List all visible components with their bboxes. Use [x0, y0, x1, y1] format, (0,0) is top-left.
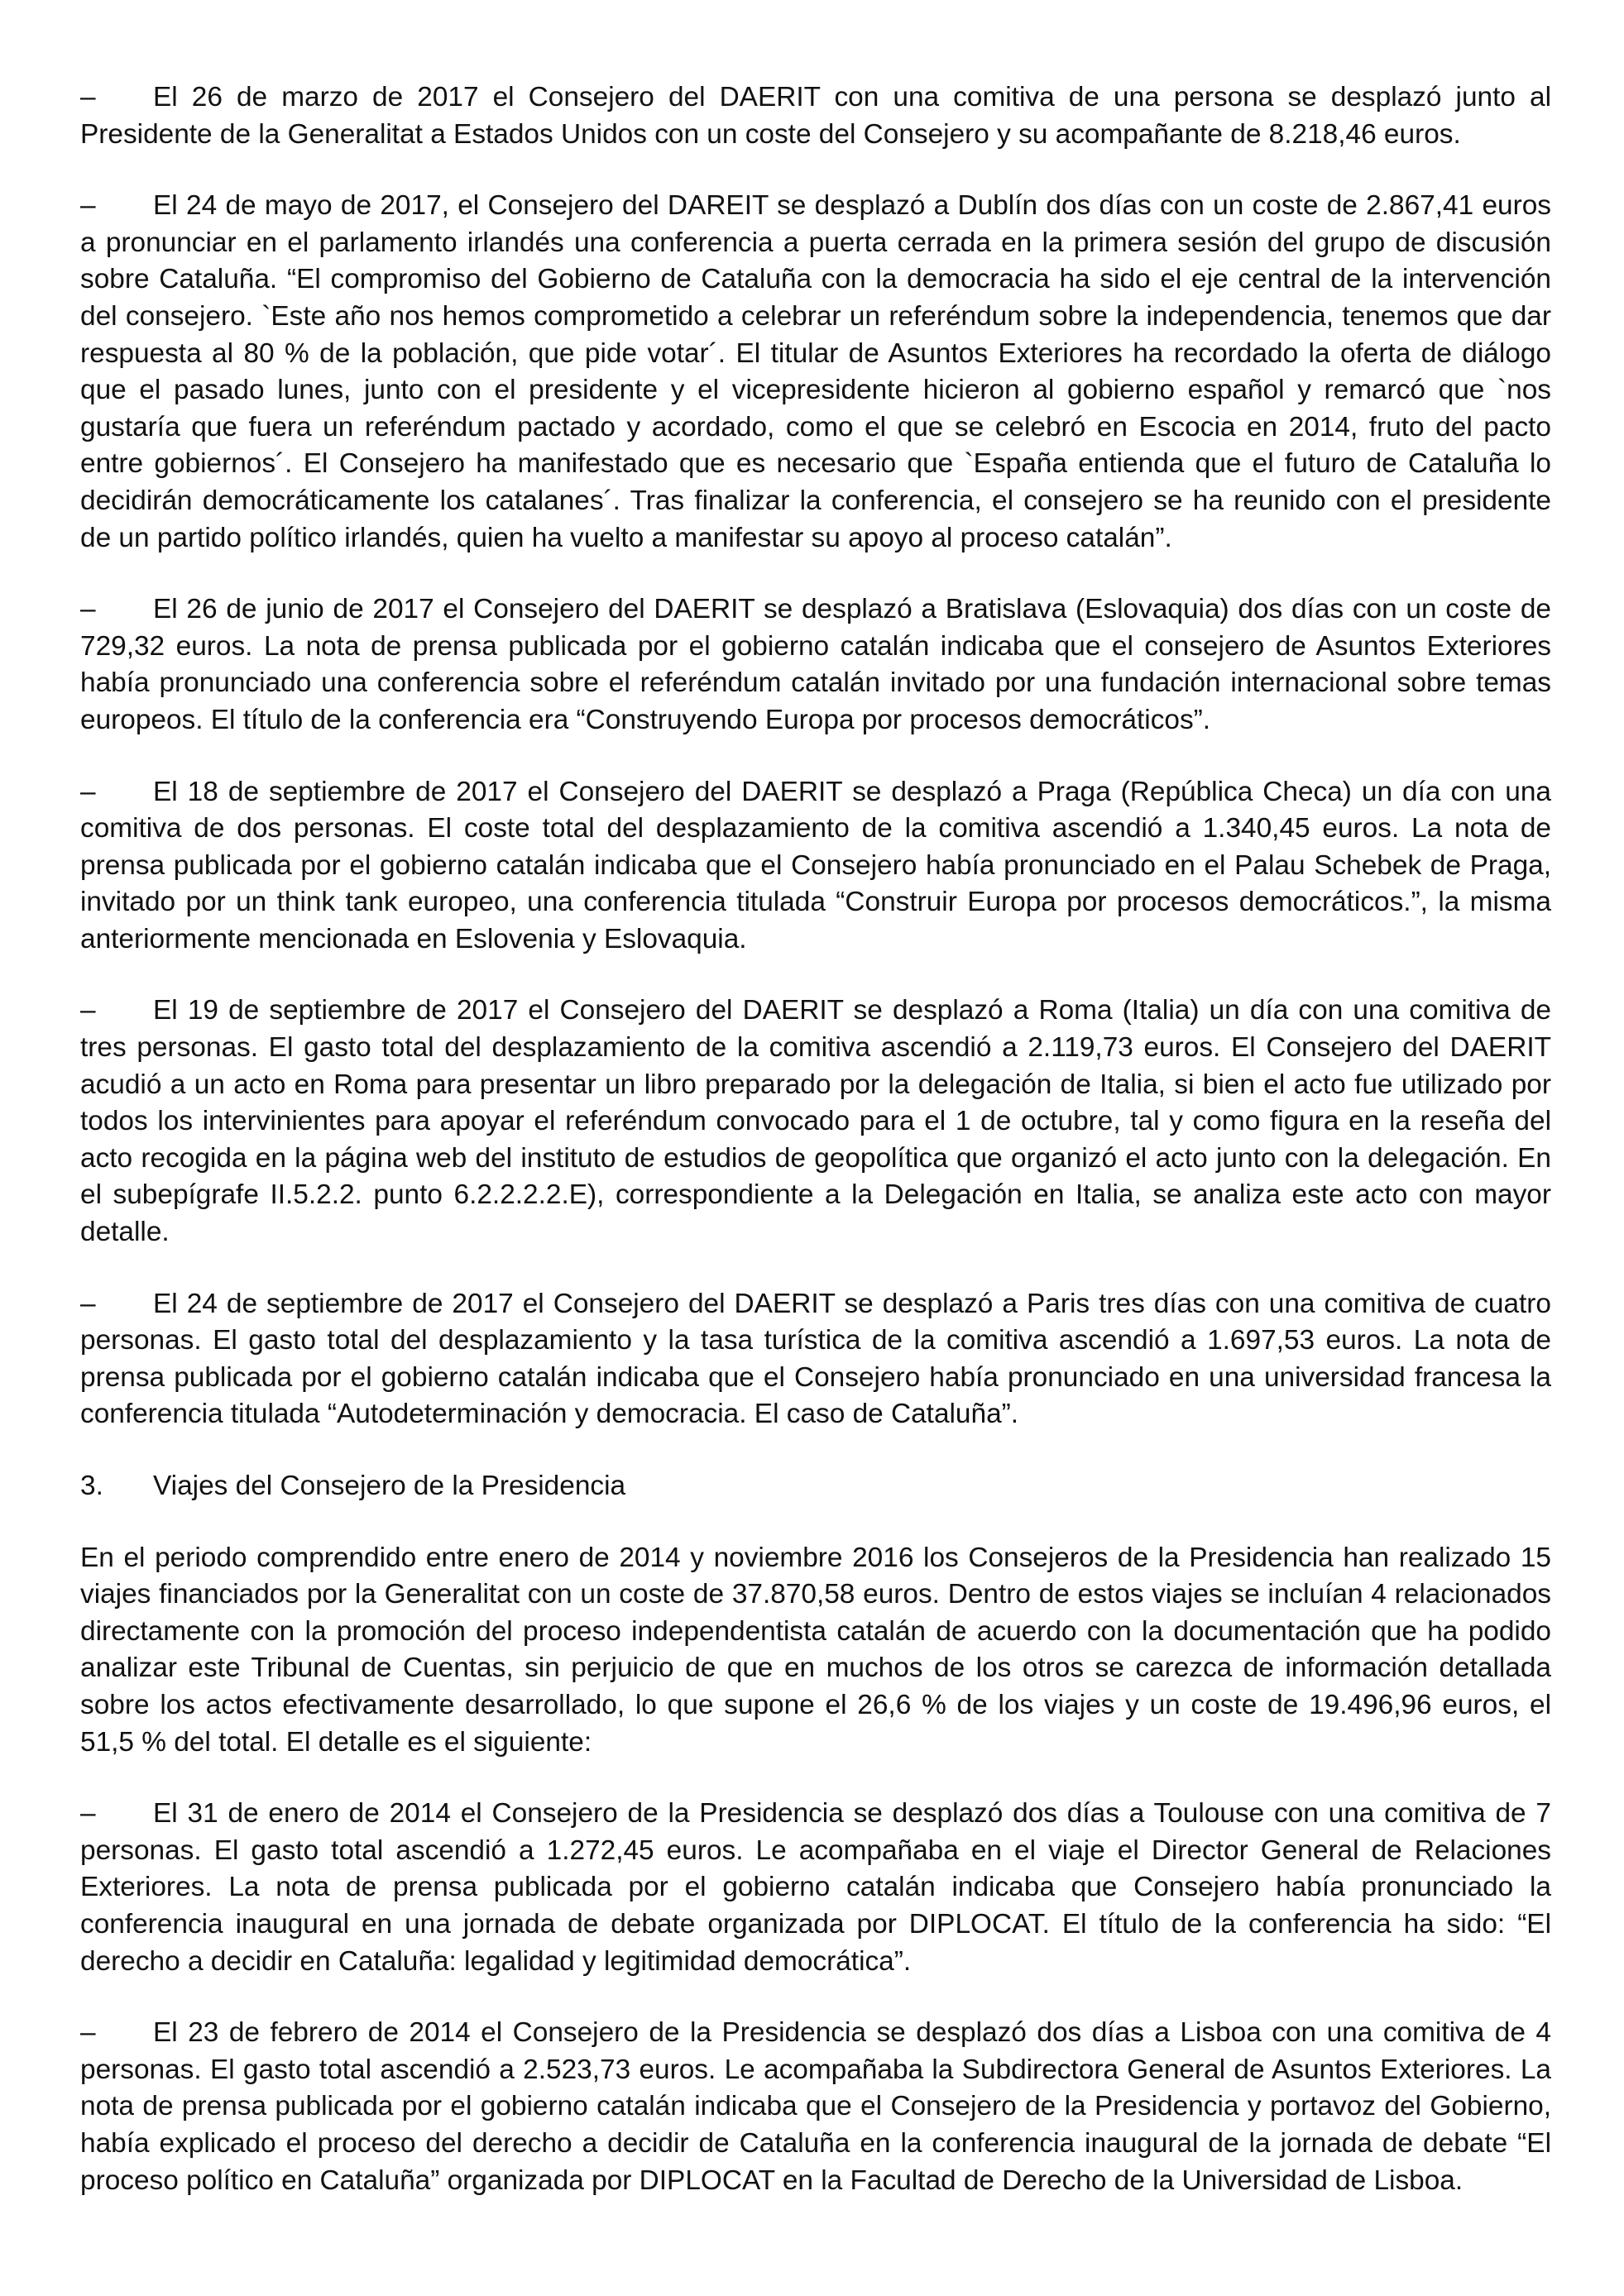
bullet-paragraph: [80, 188, 1551, 557]
dash-marker: –: [80, 82, 96, 112]
bullet-paragraph: [80, 774, 1551, 959]
section-heading: [80, 1468, 1551, 1505]
dash-marker: –: [80, 776, 96, 807]
bullet-paragraph: [80, 1286, 1551, 1433]
dash-marker: –: [80, 594, 96, 625]
dash-marker: –: [80, 190, 96, 222]
paragraph-text: El 24 de mayo de 2017, el Consejero del DAREIT se desplazó a Dublín dos días con un coste de 2.867,41 euros a pronunciar en el parlamento irlandés una conferencia a puerta cerrada en la primera sesión del grupo de discusión sobre Cataluña. “El compromiso del Gobierno de Cataluña con la democracia ha sido el eje central de la intervención del consejero. `Este año nos hemos comprometido a celebrar un referéndum sobre la independencia, tenemos que dar respuesta al 80 % de la población, que pide votar´. El titular de Asuntos Exteriores ha recordado la oferta de diálogo que el pasado lunes, junto con el presidente y el vicepresidente hicieron al gobierno español y remarcó que `nos gustaría que fuera un referéndum pactado y acordado, como el que se celebró en Escocia en 2014, fruto del pacto entre gobiernos´. El Consejero ha manifestado que es necesario que `España entienda que el futuro de Cataluña lo decidirán democráticamente los catalanes´. Tras finalizar la conferencia, el consejero se ha reunido con el presidente de un partido político irlandés, quien ha vuelto a manifestar su apoyo al proceso catalán”.: [80, 190, 1551, 553]
paragraph-text: El 19 de septiembre de 2017 el Consejero del DAERIT se desplazó a Roma (Italia) un día con una comitiva de tres personas. El gasto total del desplazamiento de la comitiva ascendió a 2.119,73 euros. El Consejero del DAERIT acudió a un acto en Roma para presentar un libro preparado por la delegación de Italia, si bien el acto fue utilizado por todos los intervinientes para apoyar el referéndum convocado para el 1 de octubre, tal y como figura en la reseña del acto recogida en la página web del instituto de estudios de geopolítica que organizó el acto junto con la delegación. En el subepígrafe II.5.2.2. punto 6.2.2.2.2.E), correspondiente a la Delegación en Italia, se analiza este acto con mayor detalle.: [80, 995, 1551, 1248]
paragraph-text: El 23 de febrero de 2014 el Consejero de la Presidencia se desplazó dos días a Lisboa con una comitiva de 4 personas. El gasto total ascendió a 2.523,73 euros. Le acompañaba la Subdirectora General de Asuntos Exteriores. La nota de prensa publicada por el gobierno catalán indicaba que el Consejero de la Presidencia y portavoz del Gobierno, había explicado el proceso del derecho a decidir de Cataluña en la conferencia inaugural de la jornada de debate “El proceso político en Cataluña” organizada por DIPLOCAT en la Facultad de Derecho de la Universidad de Lisboa.: [80, 2017, 1551, 2196]
dash-marker: –: [80, 2017, 96, 2049]
document-page: [80, 79, 1551, 2234]
dash-marker: –: [80, 1798, 96, 1830]
paragraph-text: El 18 de septiembre de 2017 el Consejero del DAERIT se desplazó a Praga (República Checa) un día con una comitiva de dos personas. El coste total del desplazamiento de la comitiva ascendió a 1.340,45 euros. La nota de prensa publicada por el gobierno catalán indicaba que el Consejero había pronunciado en el Palau Schebek de Praga, invitado por un think tank europeo, una conferencia titulada “Construir Europa por procesos democráticos.”, la misma anteriormente mencionada en Eslovenia y Eslovaquia.: [80, 776, 1551, 954]
dash-marker: –: [80, 995, 96, 1026]
section-number: 3.: [80, 1471, 103, 1501]
bullet-paragraph: [80, 79, 1551, 153]
intro-paragraph: En el periodo comprendido entre enero de 2014 y noviembre 2016 los Consejeros de la Presidencia han realizado 15 viajes financiados por la Generalitat con un coste de 37.870,58 euros. Dentro de estos viajes se incluían 4 relacionados directamente con la promoción del proceso independentista catalán de acuerdo con la documentación que ha podido analizar este Tribunal de Cuentas, sin perjuicio de que en muchos de los otros se carezca de información detallada sobre los actos efectivamente desarrollado, lo que supone el 26,6 % de los viajes y un coste de 19.496,96 euros, el 51,5 % del total. El detalle es el siguiente:: [80, 1542, 1551, 1758]
bullet-paragraph: [80, 591, 1551, 739]
paragraph-text: El 24 de septiembre de 2017 el Consejero del DAERIT se desplazó a Paris tres días con una comitiva de cuatro personas. El gasto total del desplazamiento y la tasa turística de la comitiva ascendió a 1.697,53 euros. La nota de prensa publicada por el gobierno catalán indicaba que el Consejero había pronunciado en una universidad francesa la conferencia titulada “Autodeterminación y democracia. El caso de Cataluña”.: [80, 1288, 1551, 1430]
bullet-paragraph: [80, 993, 1551, 1251]
paragraph-text: El 26 de marzo de 2017 el Consejero del DAERIT con una comitiva de una persona se desplazó junto al Presidente de la Generalitat a Estados Unidos con un coste del Consejero y su acompañante de 8.218,46 euros.: [80, 82, 1551, 150]
bullet-paragraph: [80, 2015, 1551, 2199]
paragraph-text: El 26 de junio de 2017 el Consejero del DAERIT se desplazó a Bratislava (Eslovaquia) dos días con un coste de 729,32 euros. La nota de prensa publicada por el gobierno catalán indicaba que el consejero de Asuntos Exteriores había pronunciado una conferencia sobre el referéndum catalán invitado por una fundación internacional sobre temas europeos. El título de la conferencia era “Construyendo Europa por procesos democráticos”.: [80, 594, 1551, 735]
dash-marker: –: [80, 1288, 96, 1319]
bullet-paragraph: [80, 1796, 1551, 1980]
paragraph-text: El 31 de enero de 2014 el Consejero de la Presidencia se desplazó dos días a Toulouse con una comitiva de 7 personas. El gasto total ascendió a 1.272,45 euros. Le acompañaba en el viaje el Director General de Relaciones Exteriores. La nota de prensa publicada por el gobierno catalán indicaba que Consejero había pronunciado la conferencia inaugural en una jornada de debate organizada por DIPLOCAT. El título de la conferencia ha sido: “El derecho a decidir en Cataluña: legalidad y legitimidad democrática”.: [80, 1798, 1551, 1977]
section-title: Viajes del Consejero de la Presidencia: [153, 1471, 626, 1501]
